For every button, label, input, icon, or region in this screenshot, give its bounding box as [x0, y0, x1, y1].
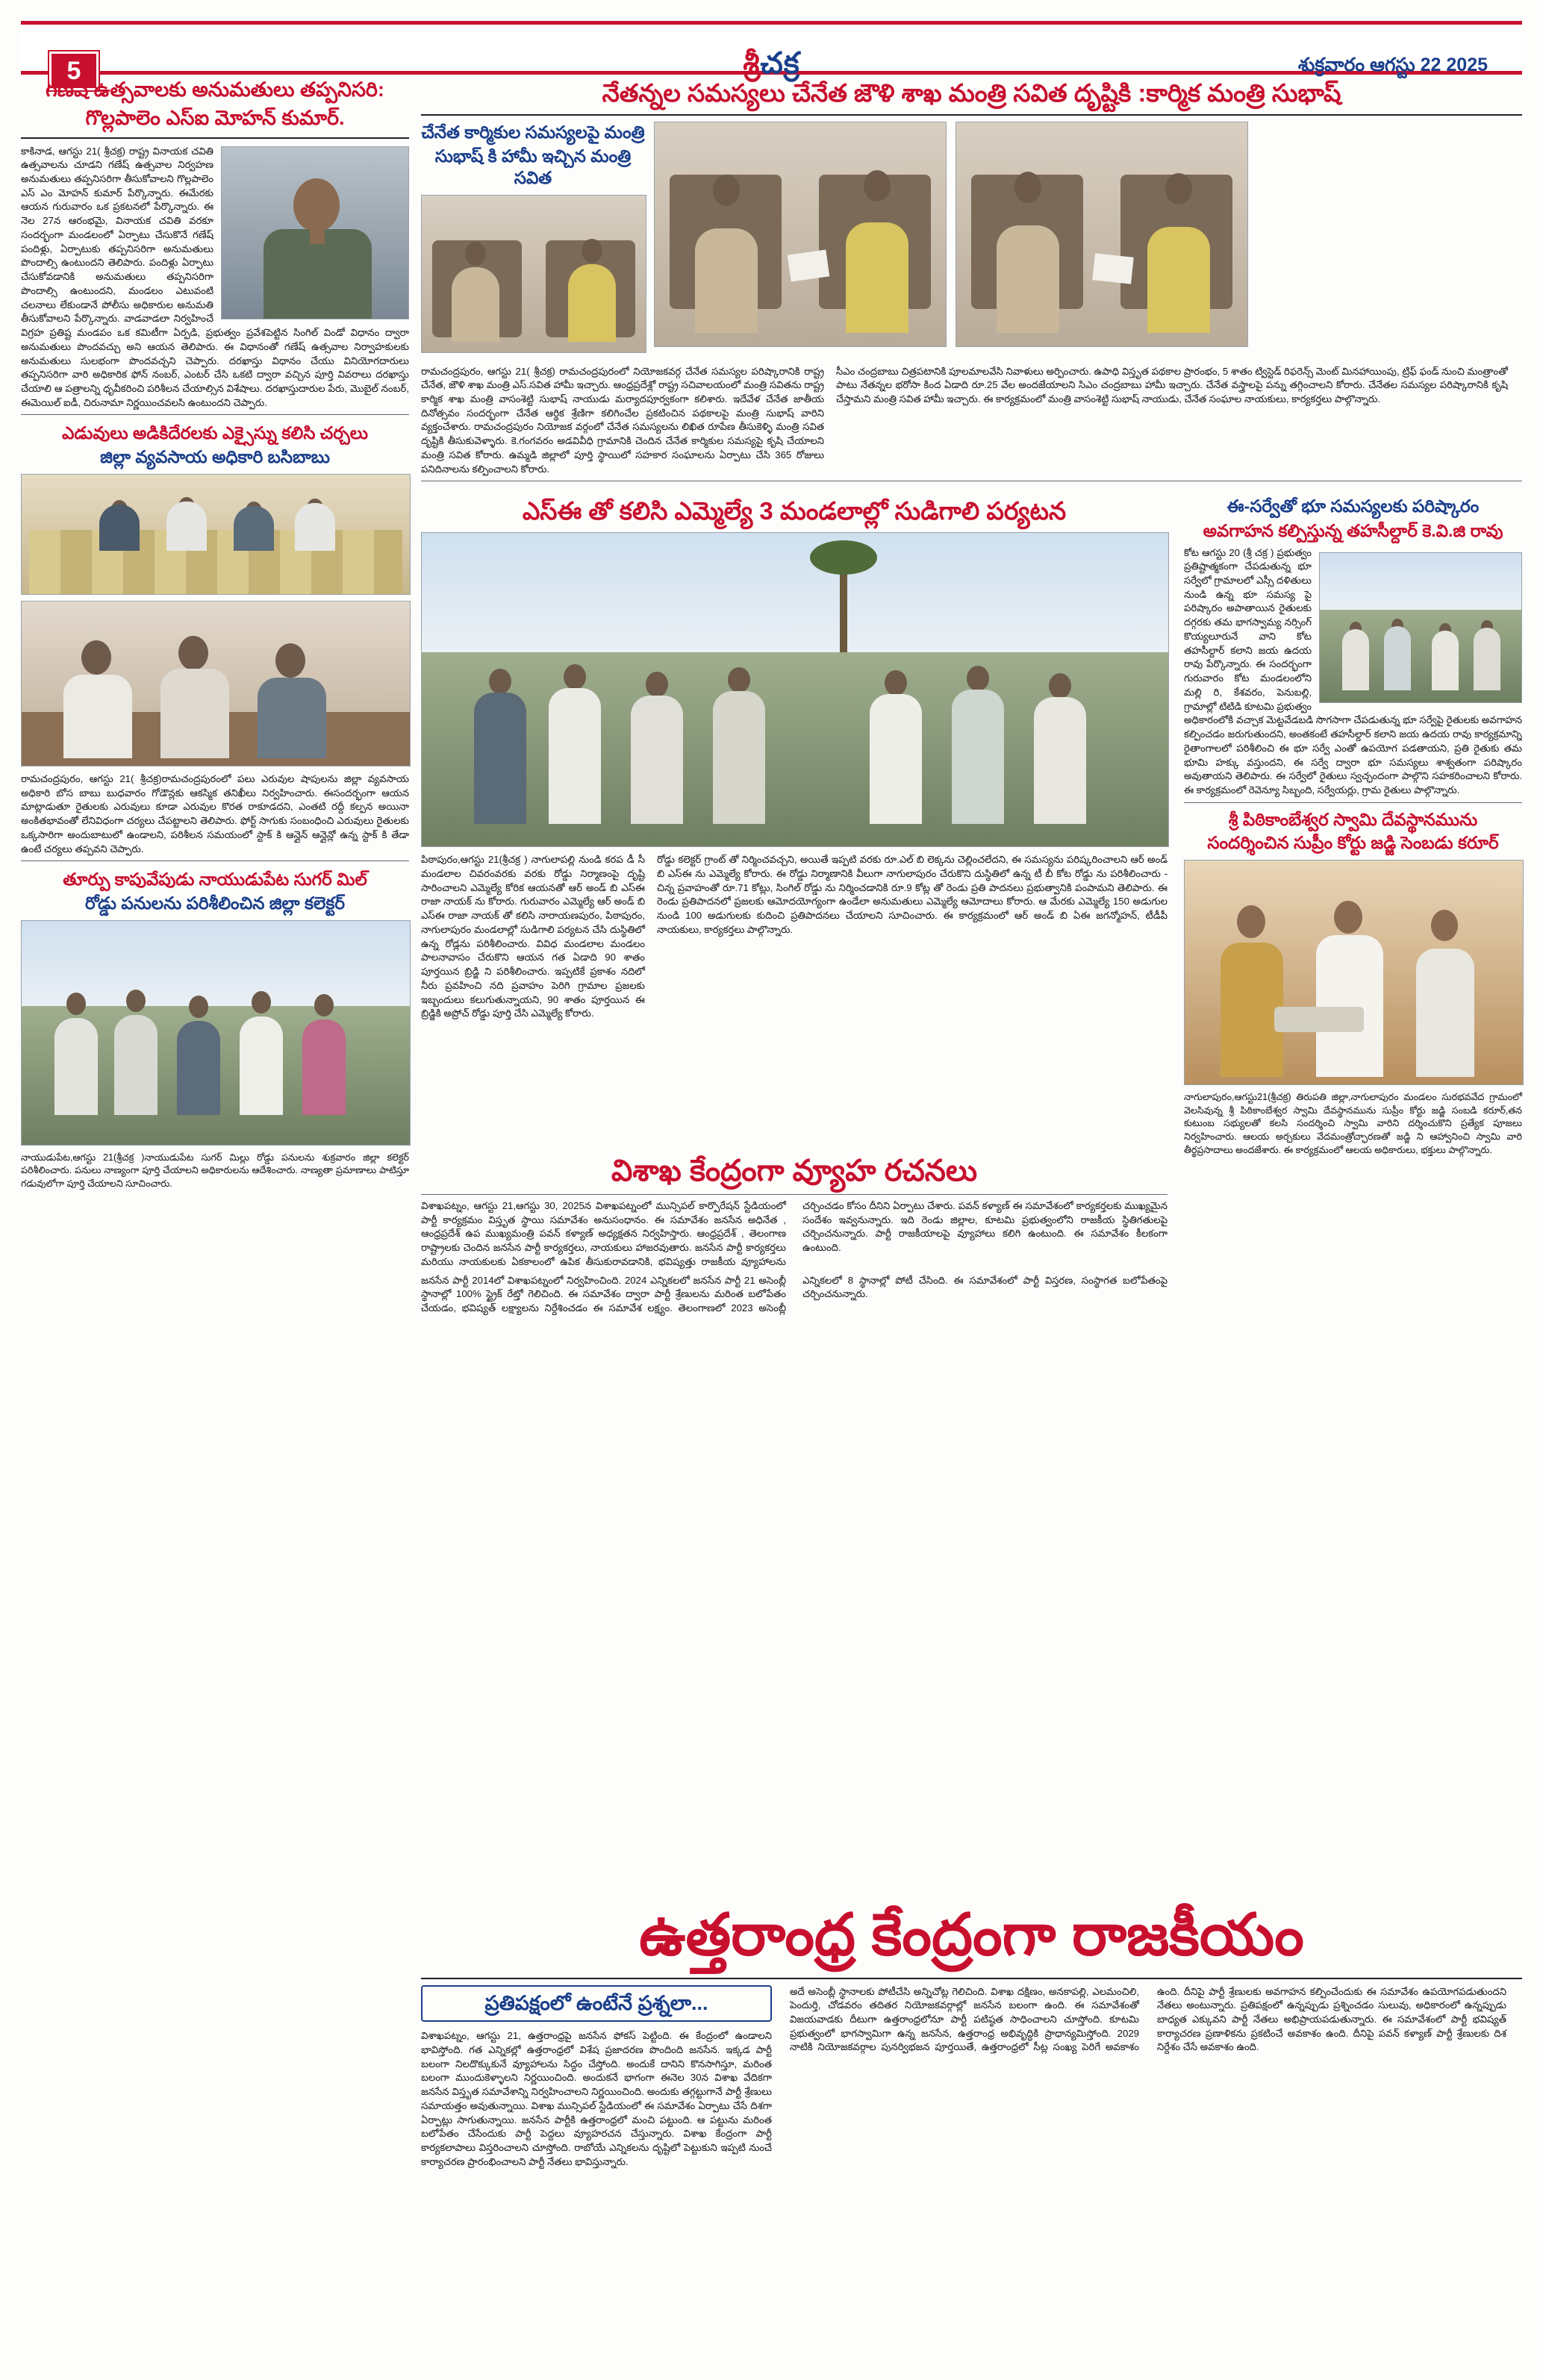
story2-headline-line2: జిల్లా వ్యవసాయ అధికారి బసిబాబు [100, 447, 330, 467]
main-story-body-left: రామచంద్రపురం, ఆగస్టు 21( శ్రీచక్ర) రామచంద్రపురంలో నియోజకవర్గ చేనేత సమస్యల పరిష్కారానికి రాష్ట్ర చేనేత, జౌళి శాఖ మంత్రి ఎస్.సవిత హామీ ఇచ్చారు. ఆంధ్రప్రదేశ్లో రాష్ట్ర సచివాలయంలో మంత్రి సవితను రాష్ట్ర కార్మిక శాఖ మంత్రి వాసంశెట్టి సుభాష్ నాయుడు మర్యాదపూర్వకంగా కలిశారు. ఇదేవేళ చేనేత జాతీయ దినోత్సవం సందర్భంగా చేనేత ఆర్థిక శ్రేణిగా కలిగించేల ప్రకటించిన పథకాలపై మంత్రి సుభాష్ వారిని వ్యక్తంచేశారు. రామచంద్రపురం నియోజక వర్గంలో చేనేత సమస్యలను లిఖిత రూపేణ తీసుకెళ్ళి మంత్రి సవిత దృష్టికి తీసుకువెళ్ళారు. కె.గంగవరం అడవివీధి గ్రామానికి చెందిన చేనేత కార్మికుల సమస్యపై కృషి చేయాలని మంత్రి సవిత కోరారు. ఉమ్మడి జిల్లాలో పూర్తి స్థాయిలో సహకార సంఘాలను ఏర్పాటు చేసి 365 రోజులు పనిదినాలను కల్పించాలని కోరారు. [421, 365, 824, 475]
divider [21, 137, 409, 139]
col4-story-b-headline-line2: సందర్శించిన సుప్రీం కోర్టు జడ్జి సెంబడు కరూర్ [1207, 833, 1499, 853]
story1-headline-line2: గొల్లపాలెం ఎస్ఐ మోహన్ కుమార్. [85, 106, 345, 129]
story3-caption: నాయుడుపేట,ఆగస్టు 21(శ్రీచక్ర )నాయుడుపేట సుగర్ మిల్లు రోడ్డు పనులను శుక్రవారం జిల్లా కలెక్టర్ పరిశీలించారు. పనులు నాణ్యంగా పూర్తి చేయాలని అధికారులను ఆదేశించారు. నాణ్యతా ప్రమాణాలు పాటిస్తూ గడువులోగా పూర్తి చేయాలని సూచించారు. [21, 1152, 409, 1190]
logo-part-2: చక్ర [760, 47, 800, 80]
col3-story-b-body2: జనసేన పార్టీ 2014లో విశాఖపట్నంలో నిర్వహించింది. 2024 ఎన్నికలలో జనసేన పార్టీ 21 అసెంబ్లీ స్థానాల్లో 100% స్ట్రైక్ రేట్తో గెలిచింది. ఈ సమావేశం ద్వారా పార్టీ శ్రేణులను మరింత బలోపేతం చేయడం, భవిష్యత్ లక్ష్యాలను నిర్దేశించడం ఈ సమావేశ లక్ష్యం. తెలంగాణలో 2023 అసెంబ్లీ ఎన్నికలలో 8 స్థానాల్లో పోటీ చేసింది. ఈ సమావేశంలో పార్టీ విస్తరణ, సంస్థాగత బలోపేతంపై చర్చించనున్నారు. [421, 1274, 1168, 1314]
divider [421, 1194, 1168, 1195]
story2-headline-line1: ఎడువులు అడికిదేరలకు ఎక్సైస్ను కలిసి చర్చలు [61, 423, 369, 443]
bottom-story [421, 1899, 1522, 2170]
page-number: 5 [49, 51, 99, 90]
road-inspection-group-photo [21, 920, 411, 1146]
story1-body: కాకినాడ, ఆగస్టు 21( శ్రీచక్ర) రాష్ట్ర వినాయక చవితి ఉత్సవాలను చూడని గణేష్ ఉత్సవాల నిర్వహణ అనుమతులు తప్పనిసరిగా తీసుకోవాలని గొల్లపాలెం ఎస్ ఎం మోహన్ కుమార్ పేర్కొన్నారు. ఈమేరకు ఆయన గురువారం ఒక ప్రకటనలో పేర్కొన్నారు. ఈ నెల 27న ఆరంభమై, వినాయక చవితి వరకూ సందర్భంగా మండలంలో ఏర్పాటు చేసుకొనే గణేష్ పందిళ్లు, ఏర్పాటుకు తప్పనిసరిగా అనుమతులు పొందాల్సి ఉంటుందని తెలిపారు. పందిళ్లు ఏర్పాటు చేసుకోవడానికి అనుమతులు తప్పనిసరిగా పొందాల్సి ఉంటుందని, మండలం ఎటువంటి చలనాలు లేకుండానే పోలీసు అధికారుల అనుమతి తీసుకోవాలని పేర్కొన్నారు. వాడవాడలా నిర్వహించే విగ్రహ ప్రతిష్ట మండపం ఒక కమిటీగా ఏర్పడి, ప్రభుత్వం ప్రవేశపెట్టిన సింగిల్ విండో విధానం ద్వారా అనుమతులు పొందవచ్చు అని ఆయన తెలిపారు. ఈ విధానంతో గణేష్ ఉత్సవాల నిర్వాహకులకు అనుమతులు సులభంగా పొందవచ్చని చెప్పారు. దరఖాస్తు విధానం చేయు వినియోగదారులు తప్పనిసరిగా వారి అధికారిక ఫోన్ నంబర్, ఎంటర్ చేసి ఒకటి ద్వారా వచ్చిన పూర్తి వివరాలు దరఖాస్తు చేయాలి ఆ పత్రాలన్ని ధృవీకరించి పరిశీలన చేయాల్సిన విశేషాలు. దరఖాస్తుదారుల పేరు, మొబైల్ నంబర్, ఈమెయిల్ ఐడీ, చిరునామా నిర్ణయించవలసి ఉంటుందని చెప్పారు. [21, 145, 409, 408]
mla-field-visit-photo [421, 532, 1169, 847]
officials-inspection-photo [21, 601, 411, 766]
column-2 [421, 78, 1508, 486]
story3-headline-line1: తూర్పు కాపువేపుడు నాయుడుపేట సుగర్ మిల్ [63, 869, 367, 890]
story2-body: రామచంద్రపురం, ఆగస్టు 21( శ్రీచక్ర)రామచంద్రపురంలో పలు ఎరువుల షాపులను జిల్లా వ్యవసాయ అధికారి బోస బాబు బుధవారం గోడౌన్లకు ఆకస్మిక తనిఖీలు నిర్వహించారు. ఈసందర్భంగా ఆయన మాట్లాడుతూ రైతులకు ఎరువులు కూడా ఎరువుల కొరత రాకూడదని, ఎంతటి రద్దీ కల్పన అయినా అంకితభావంతో లేనివిధంగా చర్యలు చేపట్టాలని తెలిపారు. ఫోర్ట్ సాగుకు సంబంధించి ఎరువులు రైతులకు ఒక్కసారిగా అందుబాటులో ఉండాలని, పరిశీలన సమయంలో స్టాక్ కి ఆన్లైన్ ఆన్లైన్లో ఉన్న స్టాక్ కి తేడా ఉంటే చర్యలు తప్పవని చెప్పారు. [21, 772, 409, 855]
police-officer-photo [221, 146, 409, 319]
column-1 [21, 78, 409, 1191]
col3-story-b-body: విశాఖపట్నం, ఆగస్టు 21,ఆగస్టు 30, 2025న విశాఖపట్నంలో మున్సిపల్ కార్పొరేషన్ స్టేడియంలో పార్టీ కార్యక్రమం విస్తృత స్థాయి సమావేశం అనుసంధానం. ఈ సమావేశం జనసేన అధినేత , ఆంధ్రప్రదేశ్ ఉప ముఖ్యమంత్రి పవన్ కళ్యాణ్ అధ్యక్షతన నిర్వహిస్తారు. ఆంధ్రప్రదేశ్ , తెలంగాణ రాష్ట్రాలకు చెందిన జనసేన పార్టీ కార్యకర్తలు, నాయకులు హాజరవుతారు. జనసేన పార్టీ కార్యకర్తలు మరియు నాయకులకు ఏకకాలంలో ఉపిక తీసుకురావడానికి, భవిష్యత్తు రాజకీయ వ్యూహాలను చర్చించడం కోసం దీనిని ఏర్పాటు చేశారు. పవన్ కళ్యాణ్ ఈ సమావేశంలో కార్యకర్తలకు ముఖ్యమైన సందేశం ఇవ్వనున్నారు. ఇది రెండు జిల్లాల, కూటమి ప్రభుత్వంలోని రాజకీయ స్థితిగతులపై చర్చించనున్నారు. పార్టీ రాజకీయాలపై వ్యూహాలు కలిగి ఉంటుంది. ఈ సమావేశం కీలకంగా ఉంటుంది. [421, 1200, 1168, 1267]
fertilizer-sacks-photo [21, 474, 411, 595]
sub-headline-line2: సుభాష్ కి హామీ ఇచ్చిన మంత్రి సవిత [434, 146, 632, 187]
col4-story-b-headline-line1: శ్రీ పిఠికాంబేశ్వర స్వామి దేవస్థానమును [1228, 809, 1478, 829]
col4-story-a-headline-line1: ఈ-సర్వేతో భూ సమస్యలకు పరిష్కారం [1226, 496, 1480, 516]
issue-date: శుక్రవారం ఆగస్టు 22 2025 [1297, 54, 1488, 75]
main-story-body-right: సీఎం చంద్రబాబు చిత్రపటానికి పూలమాలవేసి నివాళులు అర్పించారు. ఉపాధి విస్తృత పథకాల ప్రారంభం, 5 శాతం ట్విస్టెడ్ రిఫరెన్స్ మెంట్ మినహాయింపు, ట్రిఫ్ ఫండ్ నుంచి మంత్రాంతో పాటు నేతన్నల భరోసా కింద ఏడాది రూ.25 వేల అందజేయాలని సిఎం చంద్రబాబు హామీ ఇచ్చారు. చేనేత వస్త్రాలపై పన్ను తగ్గించాలని కోరారు. చేనేతల సమస్యల పరిష్కారానికి కృషి చేస్తామని మంత్రి సవిత హామీ ఇచ్చారు. ఈ కార్యక్రమంలో మంత్రి వాసంశెట్టి సుభాష్ నాయుడు, చేనేత సంఘాల నాయకులు, కార్యకర్తలు పాల్గొన్నారు. [836, 365, 1508, 405]
masthead [21, 21, 1522, 85]
divider [21, 414, 409, 415]
bottom-body-left: విశాఖపట్నం, ఆగస్టు 21, ఉత్తరాంధ్రపై జనసేన ఫోకస్ పెట్టింది. ఈ కేంద్రంలో ఉండాలని భావిస్తోంది. గత ఎన్నికల్లో ఉత్తరాంధ్రలో విశేష ప్రజాదరణ పొందింది జనసేన. ఇక్కడ పార్టీ బలంగా నిలదొక్కుకునే వ్యూహాలను సిద్ధం చేస్తోంది. అందుకే దానిని కొనసాగిస్తూ, మరింత బలంగా ముందుకెళ్ళాలని నిర్ణయించింది. అందుకనే భాగంగా ఈనెల 30న విశాఖ వేదికగా జనసేన విస్తృత సమావేశాన్ని నిర్వహించాలని నిర్ణయించింది. అందుకు తగ్గట్టుగానే పార్టీ శ్రేణులు సమాయత్తం అవుతున్నాయి. విశాఖ మున్సిపల్ స్టేడియంలో ఈ సమావేశం ఏర్పాటు చేసే దిశగా ఏర్పాట్లు సాగుతున్నాయి. జనసేన పార్టీకి ఉత్తరాంధ్రలో మంచి పట్టుంది. ఆ పట్టును మరింత బలోపేతం చేసేందుకు పార్టీ పెద్దలు వ్యూహరచన చేస్తున్నారు. విశాఖ కేంద్రంగా పార్టీ కార్యకలాపాలు విస్తరించాలని చూస్తోంది. రాబోయే ఎన్నికలను దృష్టిలో పెట్టుకుని ఇప్పటి నుంచే కార్యాచరణ ప్రారంభించాలని పార్టీ నేతలు భావిస్తున్నారు. [421, 2030, 772, 2167]
divider [1184, 802, 1522, 803]
bottom-body-right: అదే అసెంబ్లీ స్థానాలకు పోటీచేసి అన్నిచోట్ల గెలిచింది. విశాఖ దక్షిణం, అనకాపల్లి, ఎలమంచిలి, పెందుర్తి, చోడవరం తదితర నియోజకవర్గాల్లో జనసేన బలంగా ఉంది. ఈ సమావేశంతో విజయవాడకు దీటుగా ఉత్తరాంధ్రలోనూ పార్టీ పటిష్ఠత సాధించాలని చూస్తోంది. కూటమి ప్రభుత్వంలో భాగస్వామిగా ఉన్న జనసేన, ఉత్తరాంధ్ర అభివృద్ధికి ప్రాధాన్యమిస్తోంది. 2029 నాటికి నియోజకవర్గాల పునర్విభజన పూర్తయితే, ఉత్తరాంధ్రలో సీట్ల సంఖ్య పెరిగే అవకాశం ఉంది. దీనిపై పార్టీ శ్రేణులకు అవగాహన కల్పించేందుకు ఈ సమావేశం ఉపయోగపడుతుందని నేతలు అంటున్నారు. ప్రతిపక్షంలో ఉన్నప్పుడు ప్రశ్నించడం సులువు, అధికారంలో ఉన్నప్పుడు బాధ్యత ఎక్కువని పార్టీ నేతలు అభిప్రాయపడుతున్నారు. ఈ సమావేశంలో పార్టీ భవిష్యత్ కార్యాచరణ ప్రణాళికను ప్రకటించే అవకాశం ఉంది. దీనిపై పవన్ కళ్యాణ్ పార్టీ శ్రేణులకు దిశ నిర్దేశం చేసే అవకాశం ఉంది. [790, 1985, 1506, 2053]
story3-headline-line2: రోడ్డు పనులను పరిశీలించిన జిల్లా కలెక్టర్ [85, 893, 345, 913]
logo-part-1: శ్రీ [743, 47, 761, 80]
bottom-headline: ఉత్తరాంధ్ర కేంద్రంగా రాజకీయం [639, 1902, 1304, 1967]
col3-story-a-body-left: పిఠాపురం,ఆగస్టు 21(శ్రీచక్ర ) నాగులాపల్లి నుండి కరప డీ సీ మండలాల చివరంవరకు వరకు రోడ్డు నిర్మాణంపై దృష్టి సారించాలని ఎమ్మెల్యే కోరిక ఆయనతో ఆర్ అండ్ బి ఎస్ఈ రాజా నాయక్ ను కోరారు. గురువారం ఎమ్మెల్యే ఆర్ అండ్ బి ఎస్ఈ రాజా నాయక్ తో కలిసి నారాయణపురం, పిఠాపురం, నాగులాపురం మండలాల్లో సుడిగాలి పర్యటన చేసి దుస్థితిలో ఉన్న రోడ్లను పరిశీలించారు. వివిధ మండలాల మండలం పాలనావాసం చేరుకొని ఆయన గత ఏడాది 90 శాతం పూర్తయిన బ్రిడ్జి ని పరిశీలించారు. ఇప్పటికే ప్రకాశం నదిలో నీరు ప్రవహించి నది ప్రవాహం పెరిగి గ్రామాల ప్రజలకు ఇబ్బందులు కలుగుతున్నాయని, 90 శాతం పూర్తయిన ఈ బ్రిడ్జికి అప్రోచ్ రోడ్డు పూర్తి చేసి ఎమ్మెల్యే కోరారు. [421, 854, 645, 1019]
main-headline: నేతన్నల సమస్యలు చేనేత జౌళి శాఖ మంత్రి సవిత దృష్టికి :కార్మిక మంత్రి సుభాష్ [602, 79, 1341, 107]
bottom-subhead: ప్రతిపక్షంలో ఉంటేనే ప్రశ్నలా... [421, 1985, 772, 2023]
village-survey-meeting-photo [1319, 552, 1522, 703]
content-grid [21, 78, 1522, 2354]
story1-headline-line1: గణేష్ ఉత్సవాలకు అనుమతులు తప్పనిసరి: [46, 78, 384, 101]
temple-visit-photo [1184, 860, 1524, 1085]
minister-meeting-photo-3 [956, 122, 1248, 347]
column-3-band [421, 496, 1168, 1021]
minister-meeting-photo-1 [421, 195, 646, 353]
visakha-story [421, 1152, 1168, 1316]
col3-story-a-headline: ఎస్ఈ తో కలిసి ఎమ్మెల్యే 3 మండలాల్లో సుడిగాలి పర్యటన [522, 497, 1067, 525]
divider [421, 114, 1522, 116]
col4-story-b-caption: నాగులాపురం,ఆగస్టు21(శ్రీచక్ర) తిరుపతి జిల్లా,నాగులాపురం మండలం సురభవవేద గ్రామంలో వెలసివున్న శ్రీ పిఠికాంబేశ్వర స్వామి దేవస్థానమును సుప్రీం కోర్టు జడ్జి సంబడి కరూర్,తన కుటుంబ సభ్యులతో కలసి సందర్శించి స్వామి వారిని దర్శించుకొని ప్రత్యేక పూజలు నిర్వహించారు. ఆలయ అర్చకులు వేదమంత్రోచ్ఛారణతో జడ్జి ని ఆహ్వానించి స్వామి వారి తీర్థప్రసాదాలు అందజేశారు. ఈ కార్యక్రమంలో ఆలయ అధికారులు, భక్తులు పాల్గొన్నారు. [1184, 1092, 1522, 1155]
divider [421, 1978, 1522, 1979]
col4-story-a-headline-line2: అవగాహన కల్పిస్తున్న తహసీల్దార్ కె.వి.జి రావు [1203, 520, 1503, 540]
sub-headline-line1: చేనేత కార్మికుల సమస్యలపై మంత్రి [421, 122, 645, 143]
column-4 [1184, 496, 1522, 1157]
minister-meeting-photo-2 [654, 122, 947, 347]
col3-story-a-body-right: రోడ్డు కలెక్టర్ గ్రాంట్ తో నిర్మించవచ్చని, అయితే ఇప్పటి వరకు రూ.ఎల్ బి లెక్కను చెల్లించలేదని, ఈ సమస్యను పరిష్కరించాలని ఆర్ అండ్ బి ఎస్ఈ ను ఎమ్మెల్యే కోరారు. ఈ రోడ్డు నిర్మాణానికి వీలుగా నాగులాపురం చేరుకొని దుస్థితిలో ఉన్న టీ బీ కోట రోడ్డు ను పరిశీలించారు - చిన్న ప్రవాహంతో రూ.71 కోట్లు, సింగిల్ రోడ్డు ను నిర్మించడానికి రూ.9 కోట్ల తో రెండు ప్రతి పాదనలు ప్రభుత్వానికి పంపామని తెలిపారు. ఈ రెండు ప్రతిపాదనలో ప్రజలకు ఆమోదయోగ్యంగా ఉండేలా అనుమతులు ఎమ్మెల్యే ఆమోదాలు కోరారు. ఆ మేరకు ఎమ్మెల్యే 150 అడుగుల నుండి 100 అడుగులకు కుదించి ప్రతిపాదనలు చేయాలని సూచించారు. ఈ కార్యక్రమంలో ఆర్ అండ్ బి ఏఈ జగన్మోహన్, టీడీపీ నాయకులు, కార్యకర్తలు పాల్గొన్నారు. [657, 854, 1168, 935]
col3-story-b-headline: విశాఖ కేంద్రంగా వ్యూహ రచనలు [611, 1155, 978, 1187]
col4-story-a-body: కోట ఆగస్టు 20 (శ్రీ చక్ర ) ప్రభుత్వం ప్రతిష్టాత్మకంగా చేపడుతున్న భూ సర్వేలో గ్రామాలలో ఎస్సీ దళితులు నుండి ఉన్న భూ సమస్య పై పరిష్కారం అపాతాయిన రైతులకు దగ్గరకు తమ భాగస్వామ్య నర్సింగ్ కొయ్యలూరునే వాని కోట తహసీల్దార్ కలాని జయ ఉదయ రావు పేర్కొన్నారు. ఈ సందర్భంగా గురువారం కోట మండలంలోని మల్లి రి, కేశవరం, పెనుబల్లి, గ్రామాల్లో టిటిడి కూటమి ప్రభుత్వం అధికారంలోకి వచ్చాక మెట్టవేడబడి సొగసాగా చేపడుతున్న భూ సర్వేపై రైతులకు అవగాహన కల్పించడం జరుగుతుందని, అంతకంటే తహసీల్దార్ కలాని జయ ఉదయ రావు కార్యక్రమాన్ని రైతాంగాలలో పరిశీలించి ఈ భూ సర్వే ఎంతో ఉపయోగ పడతాయని, ప్రతి రైతుకు తమ భూమి హక్కు వస్తుందని, ఈ సర్వే ద్వారా భూ సమస్యలు శాశ్వతంగా పరిష్కారం అవుతాయని తెలిపారు. ఈ సర్వేలో రైతులు స్వచ్ఛందంగా పాల్గొని సహకరించాలని కోరారు. ఈ కార్యక్రమంలో రెవెన్యూ సిబ్బంది, సర్వేయర్లు, గ్రామ రైతులు పాల్గొన్నారు. [1184, 546, 1522, 796]
